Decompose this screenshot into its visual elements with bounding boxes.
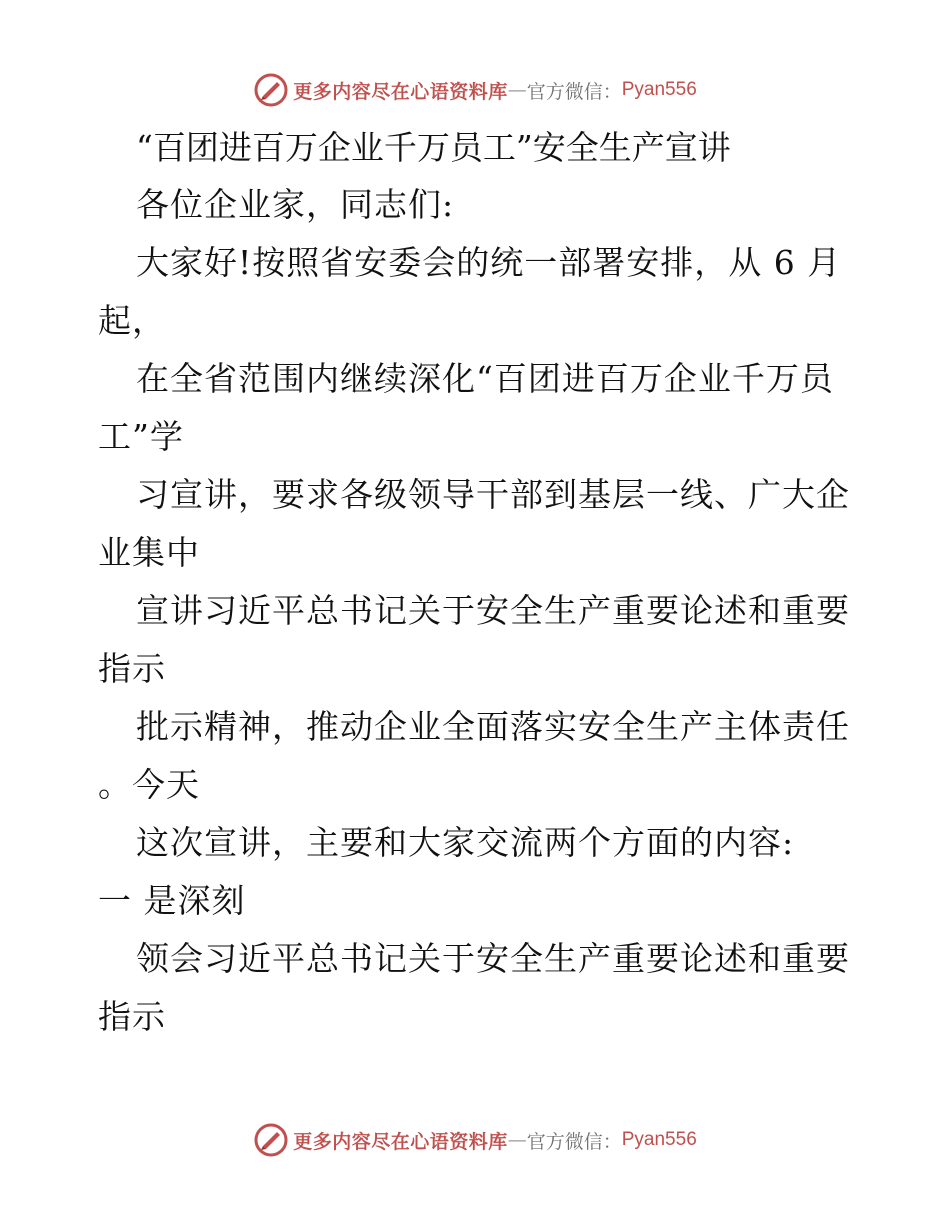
paragraph-line: 领会习近平总书记关于安全生产重要论述和重要 [136, 939, 850, 978]
header-watermark [0, 70, 950, 110]
paragraph [98, 582, 858, 698]
watermark-main-text: 更多内容尽在心语资料库 [293, 80, 508, 103]
paragraph-line-continuation: 指示 [98, 997, 166, 1036]
paragraph-line: 大家好!按照省安委会的统一部署安排，从 6 月 [136, 243, 842, 282]
document-title: “百团进百万企业千万员工”安全生产宣讲 [136, 128, 731, 167]
watermark-sub-text: 官方微信： [526, 1130, 622, 1153]
paragraph-line-continuation: 业集中 [98, 533, 200, 572]
paragraph [98, 930, 858, 1046]
paragraph [98, 814, 858, 930]
pen-logo-icon [253, 72, 289, 108]
paragraph-line-continuation: 一 是深刻 [98, 881, 246, 920]
pen-logo-icon [253, 1122, 289, 1158]
paragraph [98, 234, 858, 350]
watermark-wechat-id: Pyan556 [621, 1129, 697, 1150]
paragraph-greeting [98, 176, 858, 234]
watermark-main-text: 更多内容尽在心语资料库 [293, 1130, 508, 1153]
paragraph-line: 各位企业家，同志们: [136, 185, 455, 224]
paragraph-line: 在全省范围内继续深化“百团进百万企业千万员 [136, 359, 834, 398]
watermark-wechat-id: Pyan556 [621, 79, 697, 100]
paragraph-line: 批示精神，推动企业全面落实安全生产主体责任 [136, 707, 850, 746]
paragraph [98, 698, 858, 814]
watermark-dash: — [507, 79, 527, 101]
paragraph-line-continuation: 。今天 [98, 765, 200, 804]
paragraph-line: 宣讲习近平总书记关于安全生产重要论述和重要 [136, 591, 850, 630]
paragraph-line-continuation: 工”学 [98, 417, 184, 456]
paragraph [98, 350, 858, 466]
footer-watermark [0, 1120, 950, 1160]
paragraph [98, 466, 858, 582]
watermark-sub-text: 官方微信： [526, 80, 622, 103]
paragraph-line-continuation: 指示 [98, 649, 166, 688]
paragraph-line-continuation: 起， [98, 301, 166, 340]
document-body [98, 120, 858, 1046]
paragraph-line: 这次宣讲，主要和大家交流两个方面的内容: [136, 823, 795, 862]
paragraph-line: 习宣讲，要求各级领导干部到基层一线、广大企 [136, 475, 850, 514]
watermark-dash: — [507, 1129, 527, 1151]
